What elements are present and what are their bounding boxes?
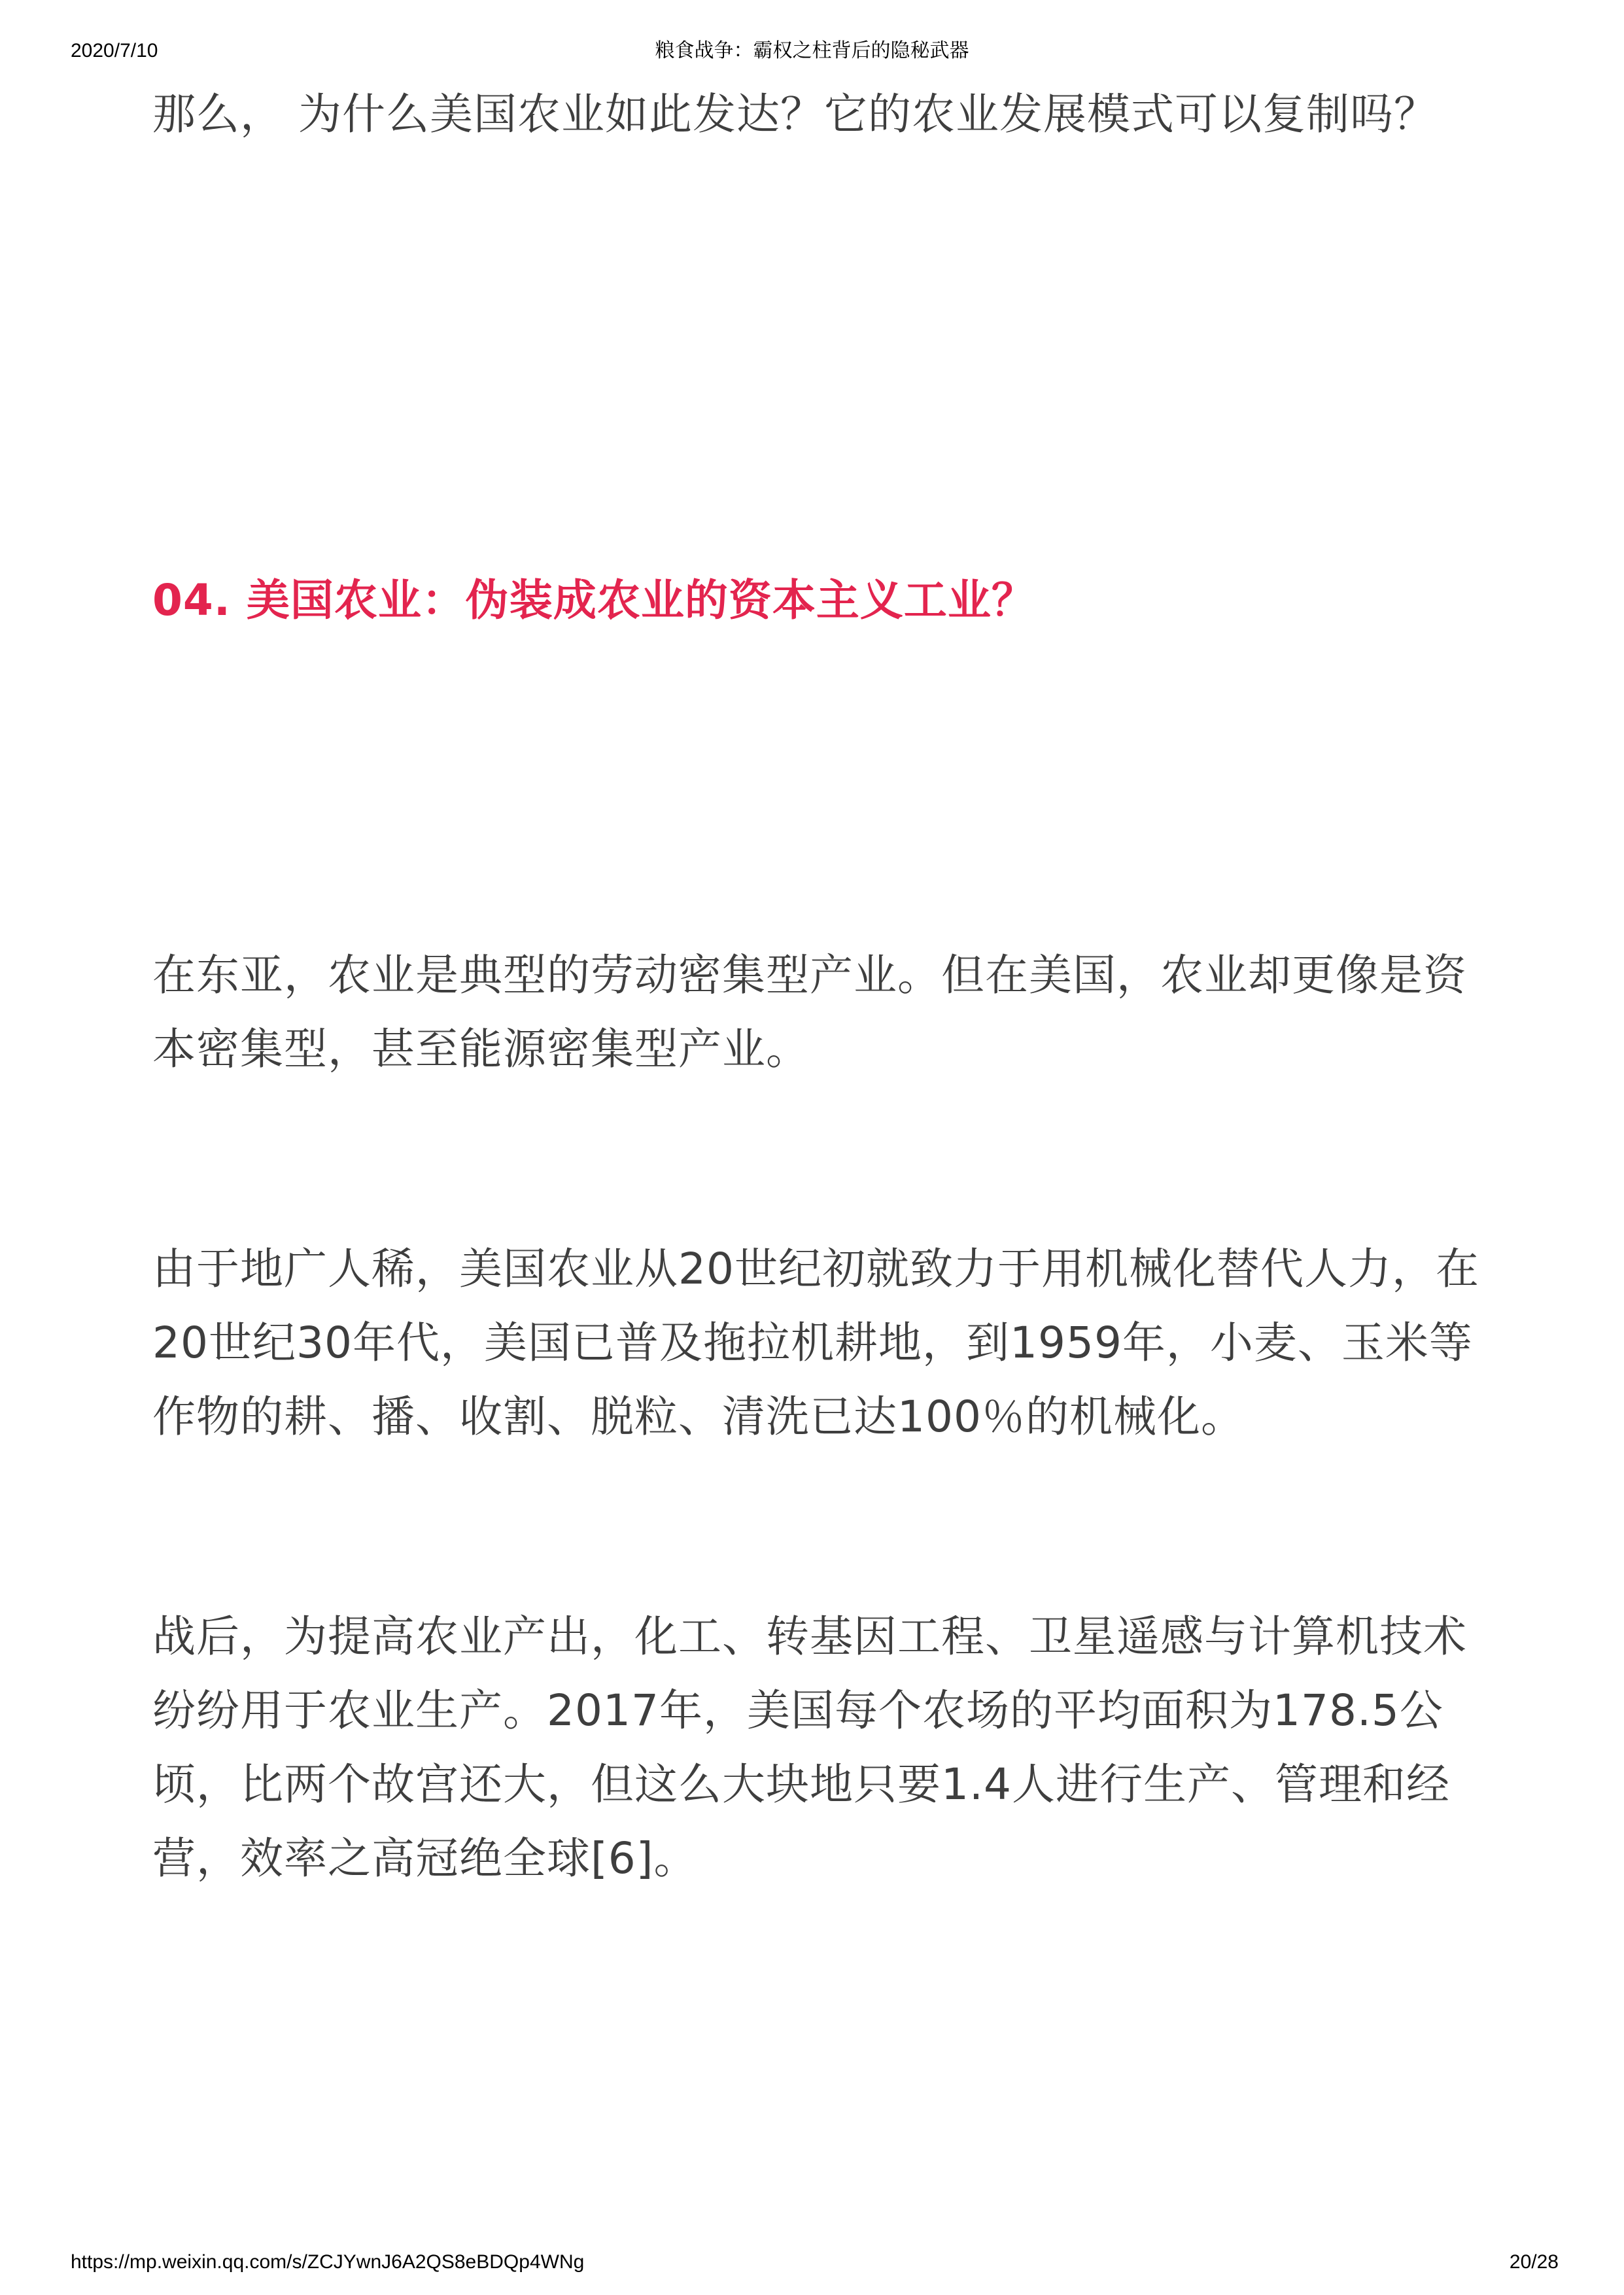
- paragraph-east-asia: 在东亚，农业是典型的劳动密集型产业。但在美国，农业却更像是资本密集型，甚至能源密集型产业。: [152, 950, 1467, 1074]
- section-heading: 04. 美国农业：伪装成农业的资本主义工业？: [152, 575, 1035, 625]
- paragraph-mechanization: 由于地广人稀，美国农业从20世纪初就致力于用机械化替代人力，在20世纪30年代，美国已普及拖拉机耕地，到1959年，小麦、玉米等作物的耕、播、收割、脱粒、清洗已达100％的机械化。: [152, 1244, 1479, 1442]
- article-body: [152, 77, 1480, 1895]
- print-source-url: https://mp.weixin.qq.com/s/ZCJYwnJ6A2QS8eBDQp4WNg: [71, 2251, 585, 2273]
- print-date: 2020/7/10: [71, 40, 158, 61]
- print-page-number: 20/28: [1509, 2251, 1559, 2273]
- paragraph-postwar: 战后，为提高农业产出，化工、转基因工程、卫星遥感与计算机技术纷纷用于农业生产。2017年，美国每个农场的平均面积为178.5公顷，比两个故宫还大，但这么大块地只要1.4人进行生产、管理和经营，效率之高冠绝全球[6]。: [152, 1611, 1467, 1883]
- print-page-title: 粮食战争：霸权之柱背后的隐秘武器: [655, 39, 969, 62]
- intro-question: 那么， 为什么美国农业如此发达？它的农业发展模式可以复制吗？: [152, 89, 1438, 139]
